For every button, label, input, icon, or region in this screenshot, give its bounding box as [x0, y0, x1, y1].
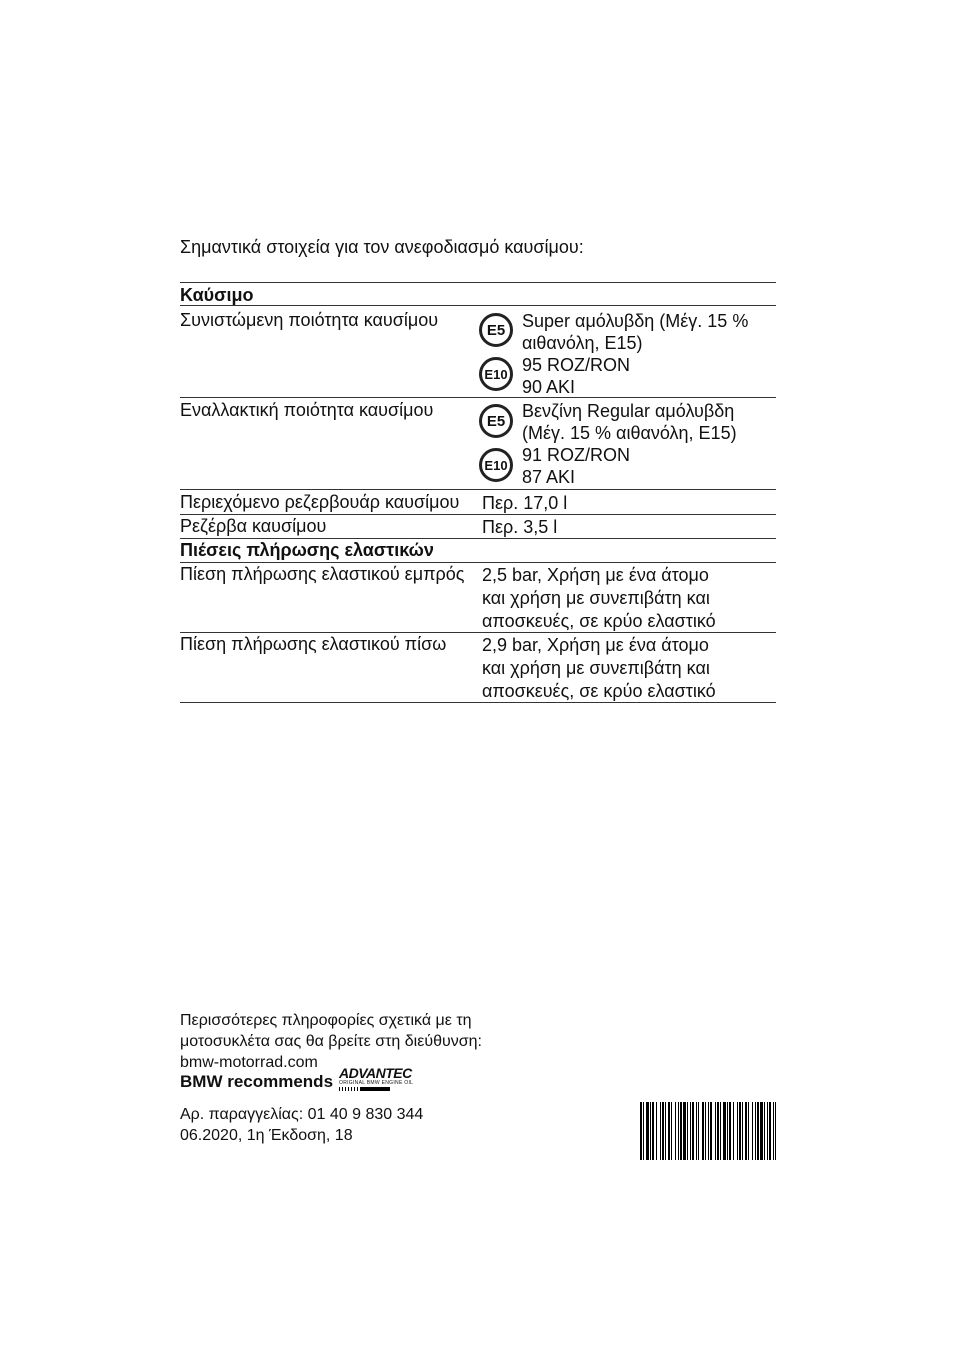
- value-line: (Μέγ. 15 % αιθανόλη, E15): [522, 423, 737, 443]
- value-line: 2,9 bar, Χρήση με ένα άτομο: [482, 635, 709, 655]
- divider: [180, 397, 776, 398]
- info-line: μοτοσυκλέτα σας θα βρείτε στη διεύθυνση:: [180, 1033, 482, 1050]
- divider: [180, 514, 776, 515]
- intro-text: Σημαντικά στοιχεία για τον ανεφοδιασμό καυσίμου:: [180, 237, 584, 257]
- divider: [180, 702, 776, 703]
- rear-tyre-pressure-value: [482, 634, 716, 703]
- divider: [180, 538, 776, 539]
- tyre-section-title: Πιέσεις πλήρωσης ελαστικών: [180, 540, 434, 560]
- order-info: [180, 1104, 423, 1146]
- value-line: Βενζίνη Regular αμόλυβδη: [522, 401, 735, 421]
- tank-capacity-value: Περ. 17,0 l: [482, 493, 568, 513]
- recommended-fuel-value: [522, 310, 748, 398]
- logo-stripes: [339, 1087, 449, 1091]
- e10-fuel-icon: E10: [479, 357, 513, 391]
- rear-tyre-pressure-label: Πίεση πλήρωσης ελαστικού πίσω: [180, 634, 447, 654]
- value-line: και χρήση με συνεπιβάτη και: [482, 588, 710, 608]
- value-line: 91 ROZ/RON: [522, 445, 631, 465]
- recommended-fuel-label: Συνιστώμενη ποιότητα καυσίμου: [180, 310, 439, 330]
- order-number: Αρ. παραγγελίας: 01 40 9 830 344: [180, 1106, 424, 1123]
- advantec-logo: [339, 1066, 449, 1096]
- value-line: 95 ROZ/RON: [522, 355, 631, 375]
- edition-info: 06.2020, 1η Έκδοση, 18: [180, 1127, 353, 1144]
- website-link[interactable]: bmw-motorrad.com: [180, 1054, 318, 1071]
- bmw-recommends-label: BMW recommends: [180, 1072, 334, 1091]
- alternative-fuel-label: Εναλλακτική ποιότητα καυσίμου: [180, 400, 434, 420]
- e5-fuel-icon: E5: [479, 313, 513, 347]
- value-line: Super αμόλυβδη (Μέγ. 15 %: [522, 311, 749, 331]
- value-line: αιθανόλη, E15): [522, 333, 643, 353]
- value-line: 2,5 bar, Χρήση με ένα άτομο: [482, 565, 709, 585]
- value-line: 90 AKI: [522, 377, 576, 397]
- divider: [180, 632, 776, 633]
- divider: [180, 489, 776, 490]
- divider: [180, 282, 776, 283]
- more-info-text: [180, 1010, 482, 1073]
- alternative-fuel-value: [522, 400, 737, 488]
- value-line: και χρήση με συνεπιβάτη και: [482, 658, 710, 678]
- divider: [180, 305, 776, 306]
- logo-brand-text: ADVANTEC: [339, 1065, 412, 1081]
- fuel-reserve-value: Περ. 3,5 l: [482, 517, 558, 537]
- front-tyre-pressure-label: Πίεση πλήρωσης ελαστικού εμπρός: [180, 564, 465, 584]
- barcode-icon: [640, 1102, 776, 1160]
- front-tyre-pressure-value: [482, 564, 716, 633]
- value-line: 87 AKI: [522, 467, 576, 487]
- divider: [180, 562, 776, 563]
- fuel-section-title: Καύσιμο: [180, 285, 254, 305]
- fuel-reserve-label: Ρεζέρβα καυσίμου: [180, 516, 327, 536]
- tank-capacity-label: Περιεχόμενο ρεζερβουάρ καυσίμου: [180, 492, 460, 512]
- value-line: αποσκευές, σε κρύο ελαστικό: [482, 681, 716, 701]
- info-line: Περισσότερες πληροφορίες σχετικά με τη: [180, 1012, 472, 1029]
- value-line: αποσκευές, σε κρύο ελαστικό: [482, 611, 716, 631]
- e10-fuel-icon: E10: [479, 448, 513, 482]
- e5-fuel-icon: E5: [479, 404, 513, 438]
- logo-sub-text: ORIGINAL BMW ENGINE OIL: [339, 1080, 414, 1086]
